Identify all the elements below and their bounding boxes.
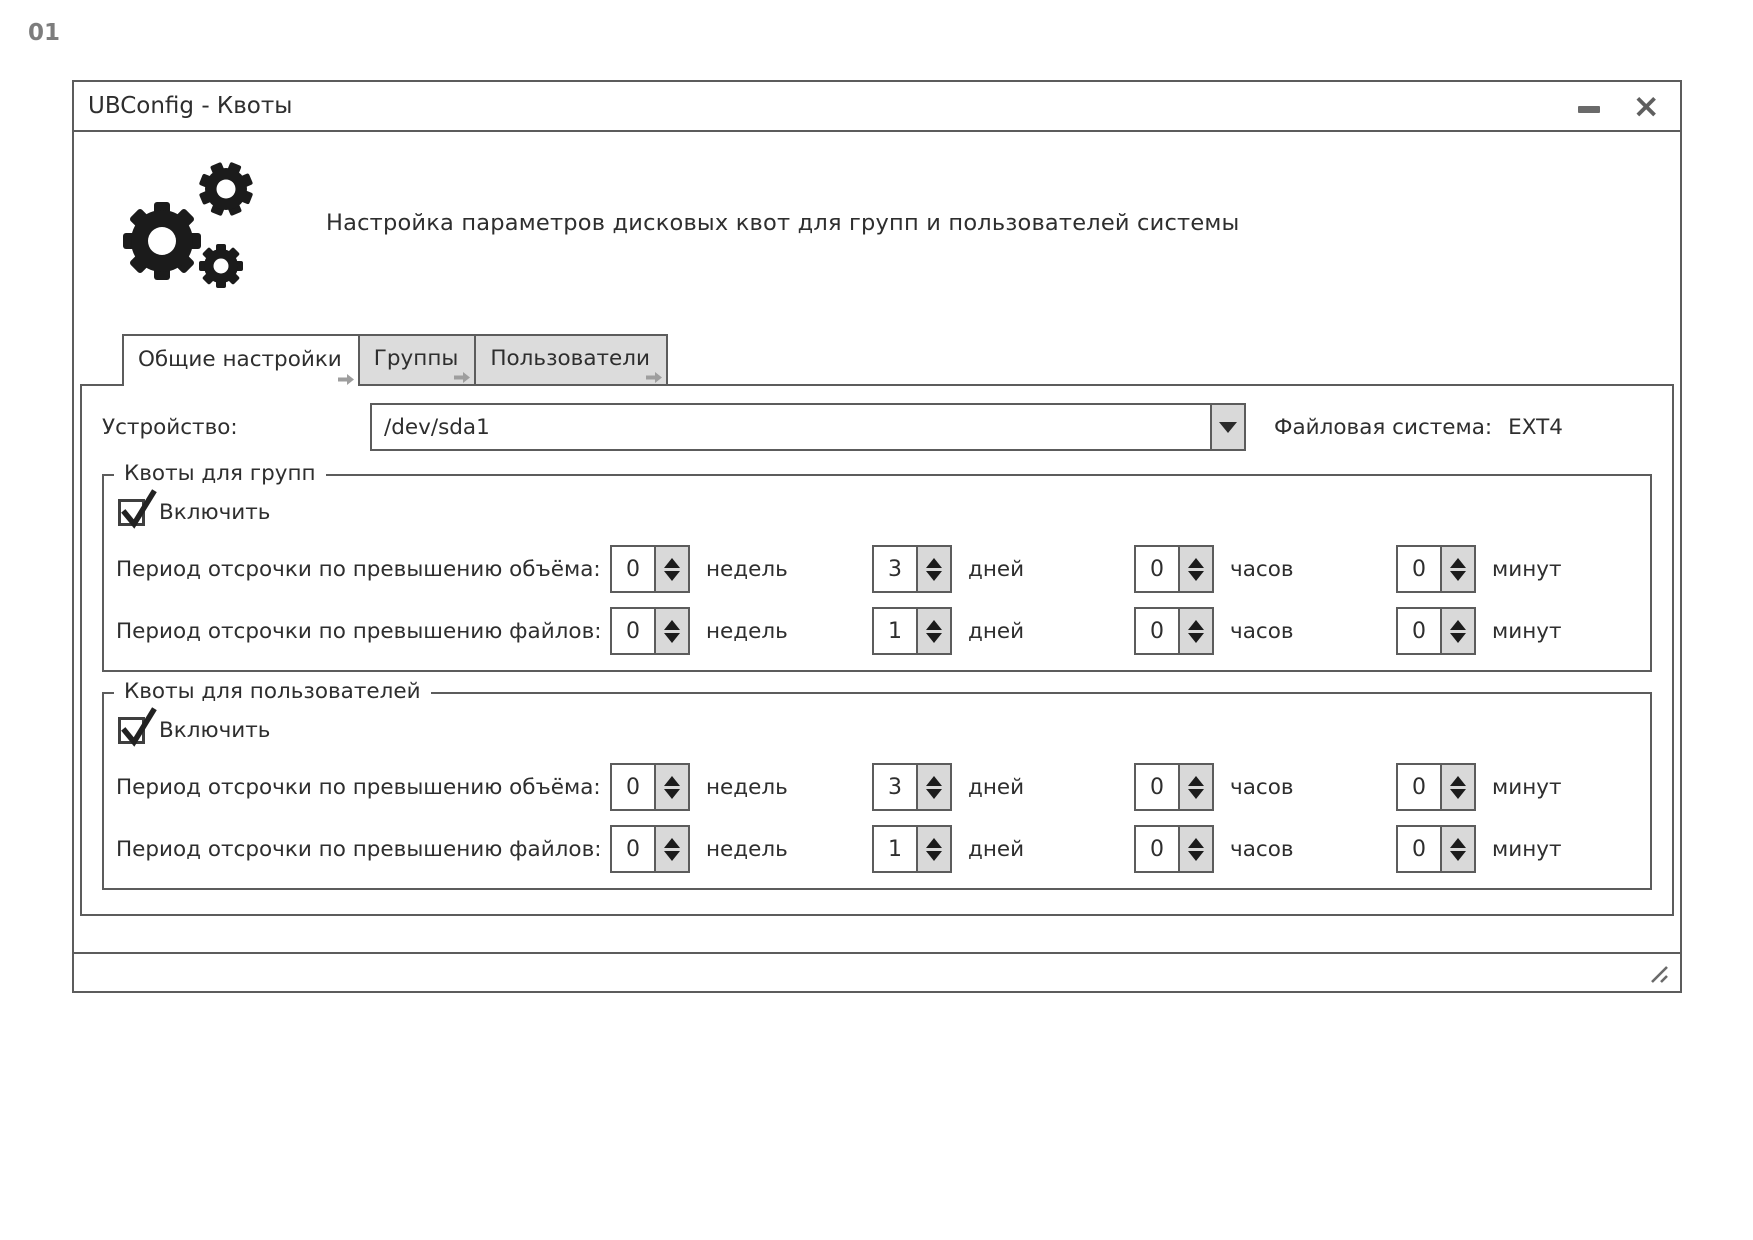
spinbox — [872, 763, 952, 811]
duration-weeks — [610, 607, 872, 655]
spinbox-value[interactable]: 0 — [1396, 545, 1442, 593]
grace-period-size-row — [116, 544, 1638, 594]
tab-general-settings[interactable] — [122, 334, 360, 386]
spinbox-value[interactable]: 0 — [610, 763, 656, 811]
spinbox-value[interactable]: 0 — [1134, 545, 1180, 593]
window-title: UBConfig - Квоты — [88, 93, 293, 119]
row-label: Период отсрочки по превышению файлов: — [116, 836, 602, 862]
tab-users[interactable] — [474, 334, 668, 386]
duration-weeks — [610, 763, 872, 811]
spinbox-value[interactable]: 0 — [610, 825, 656, 873]
spinbox-value[interactable]: 0 — [1134, 607, 1180, 655]
dropdown-button[interactable] — [1210, 405, 1244, 449]
spin-up-icon[interactable] — [926, 558, 942, 568]
filesystem-value: EXT4 — [1508, 414, 1563, 440]
duration-minutes — [1396, 825, 1658, 873]
row-label: Период отсрочки по превышению объёма: — [116, 556, 601, 582]
grace-period-files-row — [116, 606, 1638, 656]
spinbox — [872, 607, 952, 655]
spin-down-icon[interactable] — [664, 851, 680, 861]
spinbox — [1134, 825, 1214, 873]
spinbox-stepper[interactable] — [918, 763, 952, 811]
spin-down-icon[interactable] — [1450, 571, 1466, 581]
enable-row — [118, 710, 1638, 750]
spinbox-value[interactable]: 0 — [1396, 607, 1442, 655]
ubconfig-window — [72, 80, 1682, 993]
groupbox-user-quotas — [102, 679, 1652, 890]
gears-icon — [112, 153, 264, 293]
spinbox-stepper[interactable] — [1442, 825, 1476, 873]
spin-down-icon[interactable] — [1450, 633, 1466, 643]
spin-up-icon[interactable] — [1450, 838, 1466, 848]
spin-down-icon[interactable] — [1188, 571, 1204, 581]
spin-up-icon[interactable] — [1450, 558, 1466, 568]
spin-down-icon[interactable] — [926, 571, 942, 581]
unit-label: дней — [968, 556, 1025, 582]
row-label: Период отсрочки по превышению файлов: — [116, 618, 602, 644]
header-row — [112, 152, 1680, 294]
enable-row — [118, 492, 1638, 532]
spinbox — [1134, 607, 1214, 655]
spin-down-icon[interactable] — [664, 789, 680, 799]
spin-down-icon[interactable] — [1188, 633, 1204, 643]
unit-label: недель — [706, 618, 788, 644]
minimize-button[interactable] — [1576, 93, 1602, 119]
duration-minutes — [1396, 607, 1658, 655]
spinbox-stepper[interactable] — [656, 545, 690, 593]
spinbox-stepper[interactable] — [1180, 763, 1214, 811]
spinbox-stepper[interactable] — [918, 607, 952, 655]
device-label: Устройство: — [102, 414, 238, 440]
spinbox — [1396, 825, 1476, 873]
unit-label: недель — [706, 836, 788, 862]
duration-days — [872, 607, 1134, 655]
spinbox-stepper[interactable] — [1442, 763, 1476, 811]
spin-down-icon[interactable] — [926, 851, 942, 861]
duration-minutes — [1396, 545, 1658, 593]
window-titlebar — [74, 82, 1680, 132]
unit-label: дней — [968, 774, 1025, 800]
row-label: Период отсрочки по превышению объёма: — [116, 774, 601, 800]
spinbox-stepper[interactable] — [1442, 607, 1476, 655]
spinbox-stepper[interactable] — [918, 545, 952, 593]
spinbox-value[interactable]: 0 — [1396, 763, 1442, 811]
tab-bar — [122, 334, 1680, 384]
spinbox-value[interactable]: 1 — [872, 607, 918, 655]
duration-minutes — [1396, 763, 1658, 811]
close-button[interactable]: × — [1632, 86, 1660, 125]
window-controls — [1576, 86, 1660, 125]
unit-label: минут — [1492, 556, 1562, 582]
spinbox — [872, 825, 952, 873]
grace-period-size-row — [116, 762, 1638, 812]
duration-days — [872, 763, 1134, 811]
unit-label: минут — [1492, 774, 1562, 800]
checkmark-icon — [121, 707, 157, 747]
spin-down-icon[interactable] — [926, 633, 942, 643]
unit-label: часов — [1230, 556, 1294, 582]
duration-hours — [1134, 825, 1396, 873]
spin-up-icon[interactable] — [664, 838, 680, 848]
spinbox-value[interactable]: 1 — [872, 825, 918, 873]
duration-hours — [1134, 545, 1396, 593]
groupbox-group-quotas — [102, 461, 1652, 672]
spinbox-value[interactable]: 0 — [1134, 763, 1180, 811]
unit-label: минут — [1492, 836, 1562, 862]
spin-down-icon[interactable] — [664, 571, 680, 581]
spinbox-value[interactable]: 0 — [610, 545, 656, 593]
spin-up-icon[interactable] — [664, 620, 680, 630]
spinbox — [1134, 763, 1214, 811]
duration-days — [872, 545, 1134, 593]
spinbox-value[interactable]: 0 — [610, 607, 656, 655]
tab-link-arrow-icon — [337, 373, 355, 386]
window-statusbar — [74, 952, 1680, 991]
spin-down-icon[interactable] — [926, 789, 942, 799]
spinbox-value[interactable]: 0 — [1134, 825, 1180, 873]
spinbox — [1396, 607, 1476, 655]
spinbox-value[interactable]: 3 — [872, 763, 918, 811]
spin-down-icon[interactable] — [1450, 789, 1466, 799]
spinbox-stepper[interactable] — [1180, 545, 1214, 593]
spin-down-icon[interactable] — [1188, 851, 1204, 861]
page-number-label: 01 — [28, 20, 61, 46]
spinbox — [1134, 545, 1214, 593]
enable-checkbox[interactable] — [118, 717, 145, 744]
groupbox-legend: Квоты для пользователей — [114, 679, 431, 704]
tab-link-arrow-icon — [453, 371, 471, 384]
enable-label: Включить — [159, 499, 271, 525]
spinbox — [610, 763, 690, 811]
dialog-description: Настройка параметров дисковых квот для групп и пользователей системы — [326, 210, 1240, 236]
spinbox-value[interactable]: 3 — [872, 545, 918, 593]
unit-label: недель — [706, 774, 788, 800]
grace-period-files-row — [116, 824, 1638, 874]
tab-label: Группы — [373, 345, 459, 371]
spin-up-icon[interactable] — [1450, 620, 1466, 630]
spinbox — [610, 545, 690, 593]
spinbox — [1396, 763, 1476, 811]
spinbox-stepper[interactable] — [1442, 545, 1476, 593]
enable-label: Включить — [159, 717, 271, 743]
device-value: /dev/sda1 — [384, 414, 490, 440]
spinbox — [610, 607, 690, 655]
spin-up-icon[interactable] — [926, 776, 942, 786]
tab-panel-general-settings — [80, 384, 1674, 916]
spinbox-stepper[interactable] — [656, 825, 690, 873]
resize-grip-icon[interactable] — [1646, 961, 1670, 985]
spin-down-icon[interactable] — [1188, 789, 1204, 799]
spin-up-icon[interactable] — [926, 838, 942, 848]
tab-groups[interactable] — [358, 334, 477, 386]
duration-weeks — [610, 825, 872, 873]
spinbox-stepper[interactable] — [656, 763, 690, 811]
spin-up-icon[interactable] — [664, 558, 680, 568]
device-row — [102, 400, 1652, 454]
spin-up-icon[interactable] — [1188, 558, 1204, 568]
duration-days — [872, 825, 1134, 873]
unit-label: часов — [1230, 836, 1294, 862]
spinbox-stepper[interactable] — [918, 825, 952, 873]
spin-up-icon[interactable] — [1188, 620, 1204, 630]
duration-hours — [1134, 763, 1396, 811]
spin-up-icon[interactable] — [1188, 838, 1204, 848]
filesystem-label: Файловая система: — [1274, 414, 1493, 440]
spinbox — [610, 825, 690, 873]
duration-weeks — [610, 545, 872, 593]
unit-label: часов — [1230, 618, 1294, 644]
tab-label: Пользователи — [490, 345, 650, 371]
device-combobox[interactable] — [370, 403, 1246, 451]
spin-up-icon[interactable] — [926, 620, 942, 630]
unit-label: дней — [968, 836, 1025, 862]
spin-up-icon[interactable] — [664, 776, 680, 786]
spinbox-stepper[interactable] — [1180, 825, 1214, 873]
unit-label: минут — [1492, 618, 1562, 644]
spinbox — [1396, 545, 1476, 593]
spinbox-value[interactable]: 0 — [1396, 825, 1442, 873]
spin-down-icon[interactable] — [664, 633, 680, 643]
duration-hours — [1134, 607, 1396, 655]
checkmark-icon — [121, 489, 157, 529]
tab-link-arrow-icon — [645, 371, 663, 384]
spinbox — [872, 545, 952, 593]
minimize-icon — [1578, 106, 1600, 113]
spin-up-icon[interactable] — [1188, 776, 1204, 786]
spin-down-icon[interactable] — [1450, 851, 1466, 861]
unit-label: дней — [968, 618, 1025, 644]
groupbox-legend: Квоты для групп — [114, 461, 326, 486]
spinbox-stepper[interactable] — [656, 607, 690, 655]
unit-label: часов — [1230, 774, 1294, 800]
enable-checkbox[interactable] — [118, 499, 145, 526]
spin-up-icon[interactable] — [1450, 776, 1466, 786]
panel-gap — [74, 916, 1680, 952]
chevron-down-icon — [1219, 422, 1237, 433]
tab-label: Общие настройки — [138, 346, 342, 372]
spinbox-stepper[interactable] — [1180, 607, 1214, 655]
unit-label: недель — [706, 556, 788, 582]
